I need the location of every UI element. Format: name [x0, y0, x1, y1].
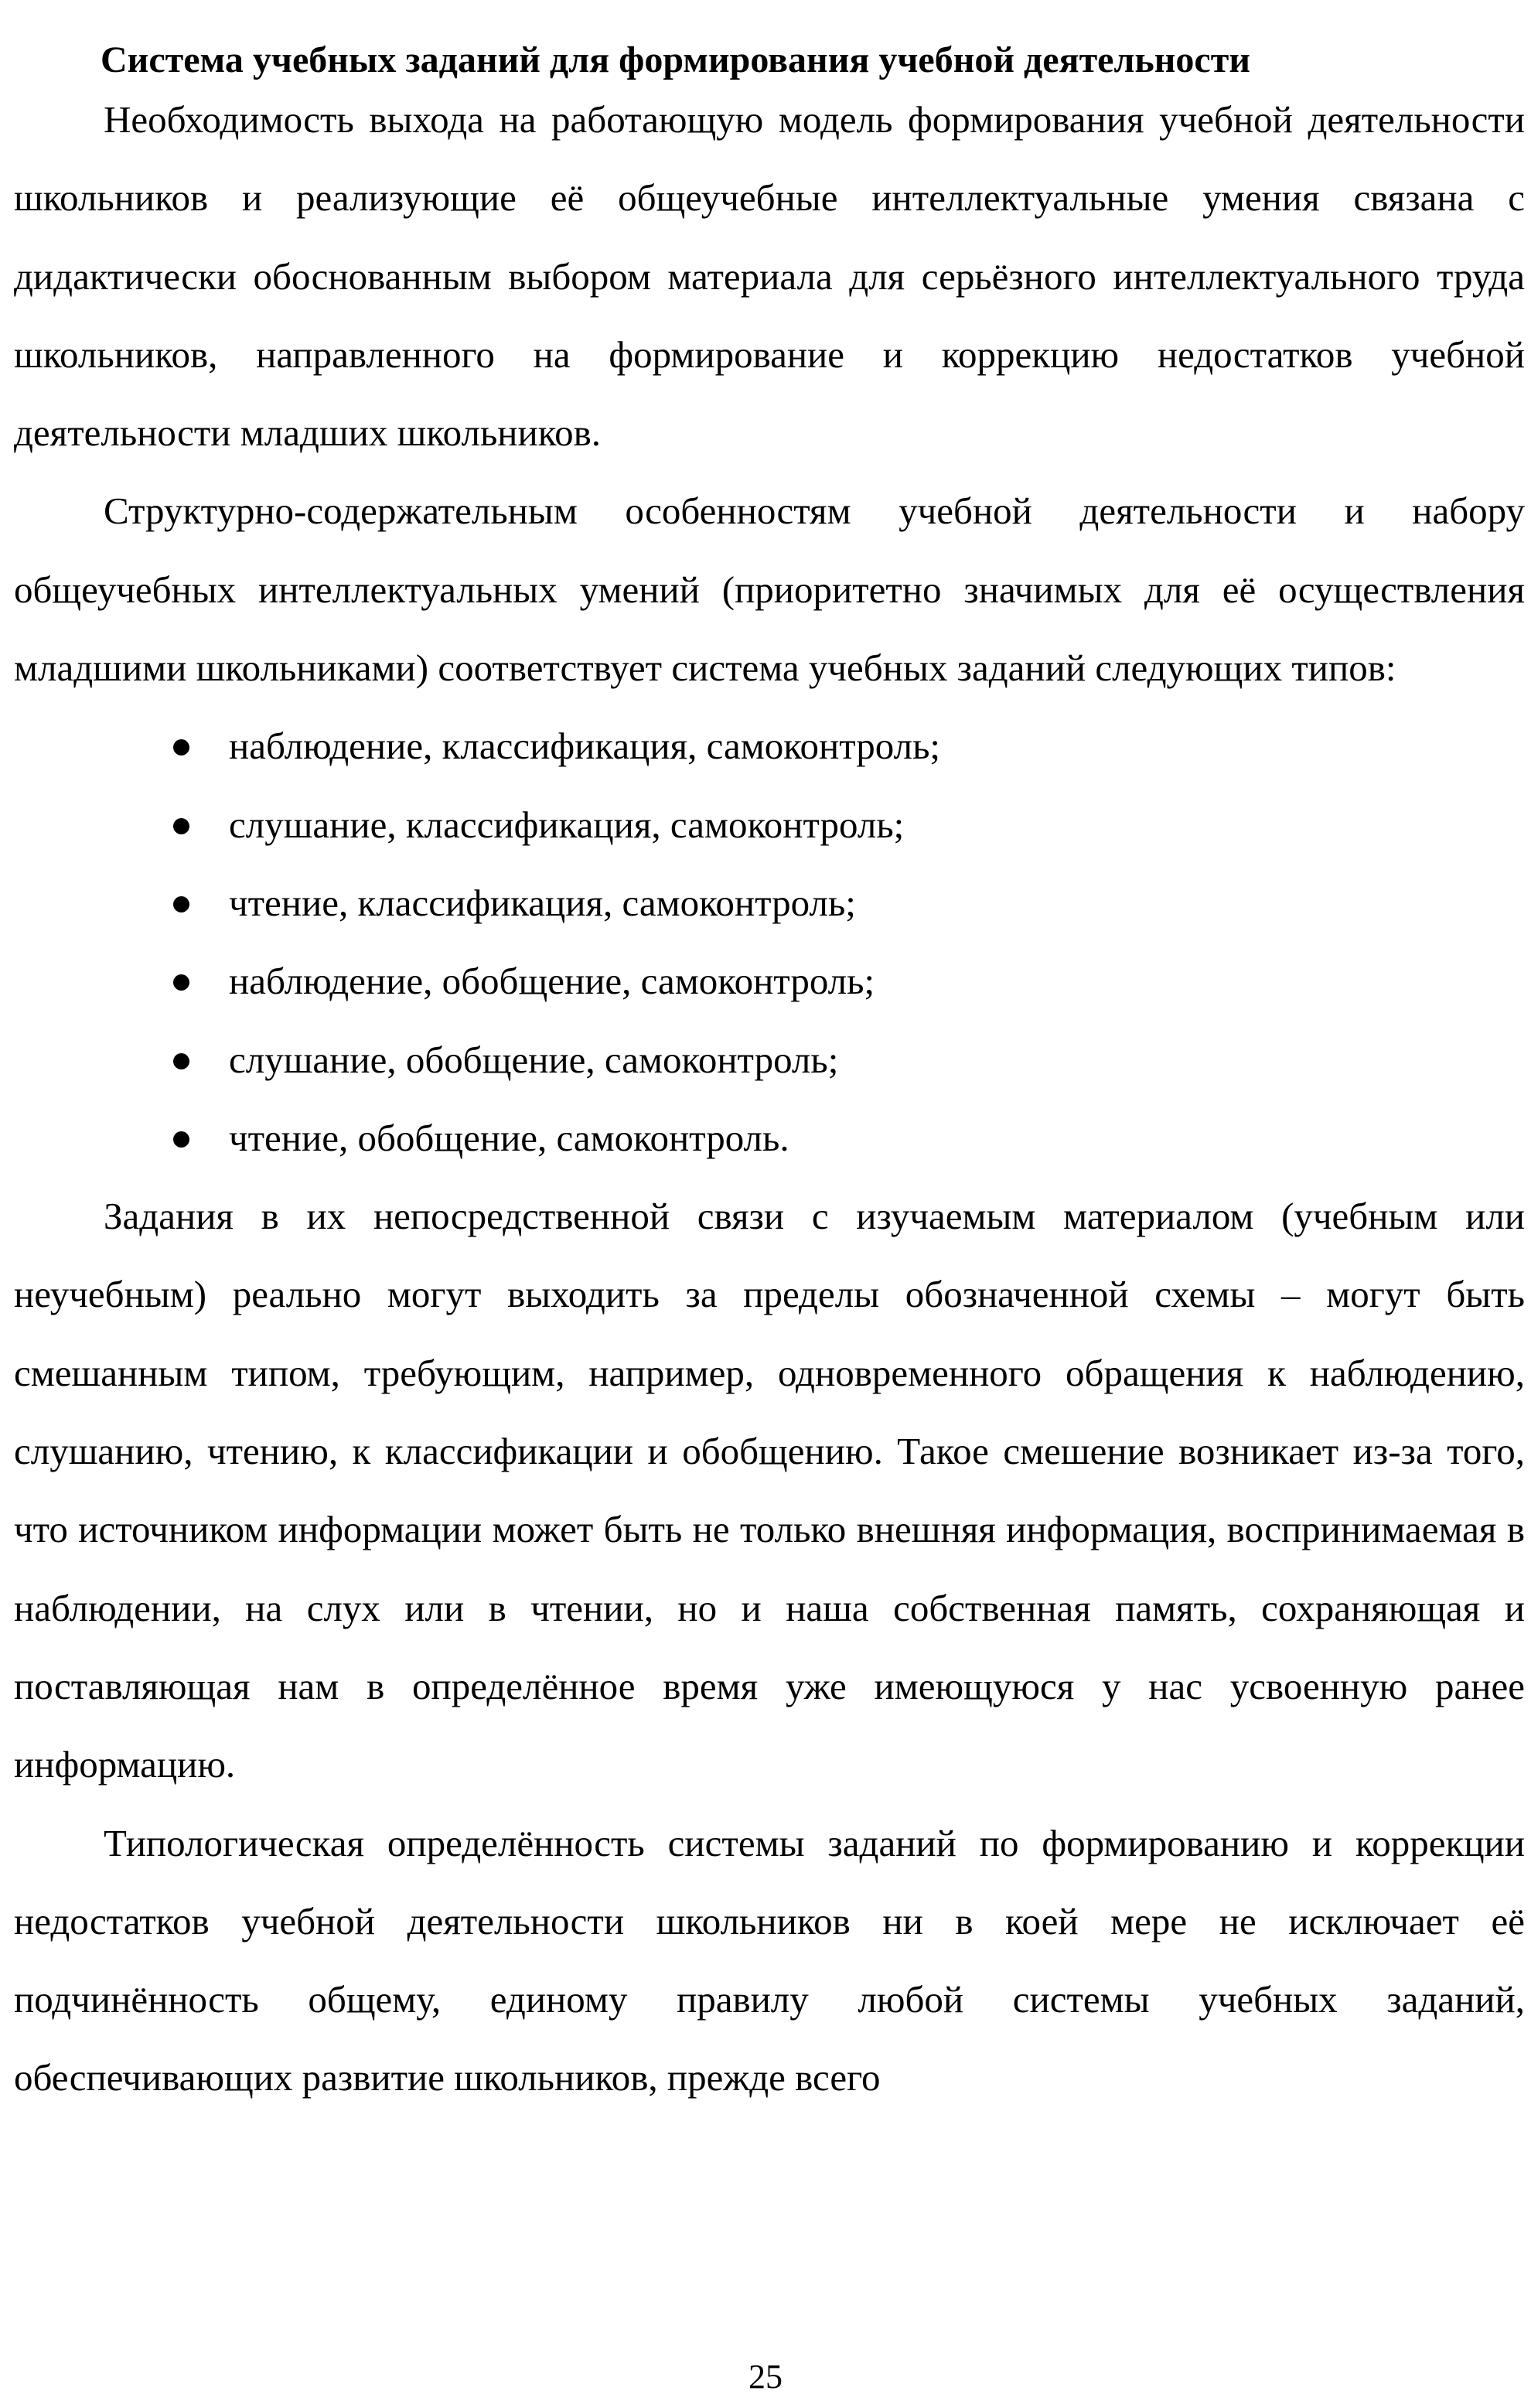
page-number: 25 [748, 2358, 783, 2396]
bullet-icon [173, 818, 189, 834]
list-item-text: слушание, обобщение, самоконтроль; [229, 1038, 839, 1081]
document-body [14, 80, 1525, 2117]
list-item-text: наблюдение, классификация, самоконтроль; [229, 725, 941, 768]
list-item [14, 1021, 1525, 1099]
bullet-icon [173, 896, 189, 912]
list-item [14, 1099, 1525, 1177]
task-types-list [14, 707, 1525, 1177]
paragraph: Структурно-содержательным особенностям учебной деятельности и набору общеучебных интеллектуальных умений (приоритетно значимых для её осуществления младшими школьниками) соответствует система учебных заданий следующих типов: [14, 489, 1525, 690]
paragraph: Необходимость выхода на работающую модель формирования учебной деятельности школьников и реализующие её общеучебные интеллектуальные умения связана с дидактически обоснованным выбором материала для серьёзного интеллектуального труда школьников, направленного на формирование и коррекцию недостатков учебной деятельности младших школьников. [14, 98, 1525, 455]
list-item [14, 707, 1525, 785]
list-item-text: наблюдение, обобщение, самоконтроль; [229, 960, 875, 1003]
bullet-icon [173, 974, 189, 991]
paragraph: Типологическая определённость системы заданий по формированию и коррекции недостатков учебной деятельности школьников ни в коей мере не исключает её подчинённость общему, единому правилу любой системы учебных заданий, обеспечивающих развитие школьников, прежде всего [14, 1821, 1525, 2099]
bullet-icon [173, 1053, 189, 1069]
list-item-text: слушание, классификация, самоконтроль; [229, 803, 905, 846]
list-item-text: чтение, классификация, самоконтроль; [229, 881, 856, 924]
list-item [14, 864, 1525, 942]
bullet-icon [173, 1131, 189, 1148]
list-item-text: чтение, обобщение, самоконтроль. [229, 1116, 789, 1159]
bullet-icon [173, 739, 189, 755]
paragraph: Задания в их непосредственной связи с изучаемым материалом (учебным или неучебным) реально могут выходить за пределы обозначенной схемы – могут быть смешанным типом, требующим, например, одновременного обращения к наблюдению, слушанию, чтению, к классификации и обобщению. Такое смешение возникает из-за того, что источником информации может быть не только внешняя информация, воспринимаемая в наблюдении, на слух или в чтении, но и наша собственная память, сохраняющая и поставляющая нам в определённое время уже имеющуюся у нас усвоенную ранее информацию. [14, 1195, 1525, 1786]
list-item [14, 786, 1525, 864]
page-title: Система учебных заданий для формирования учебной деятельности [101, 39, 1250, 81]
list-item [14, 942, 1525, 1020]
